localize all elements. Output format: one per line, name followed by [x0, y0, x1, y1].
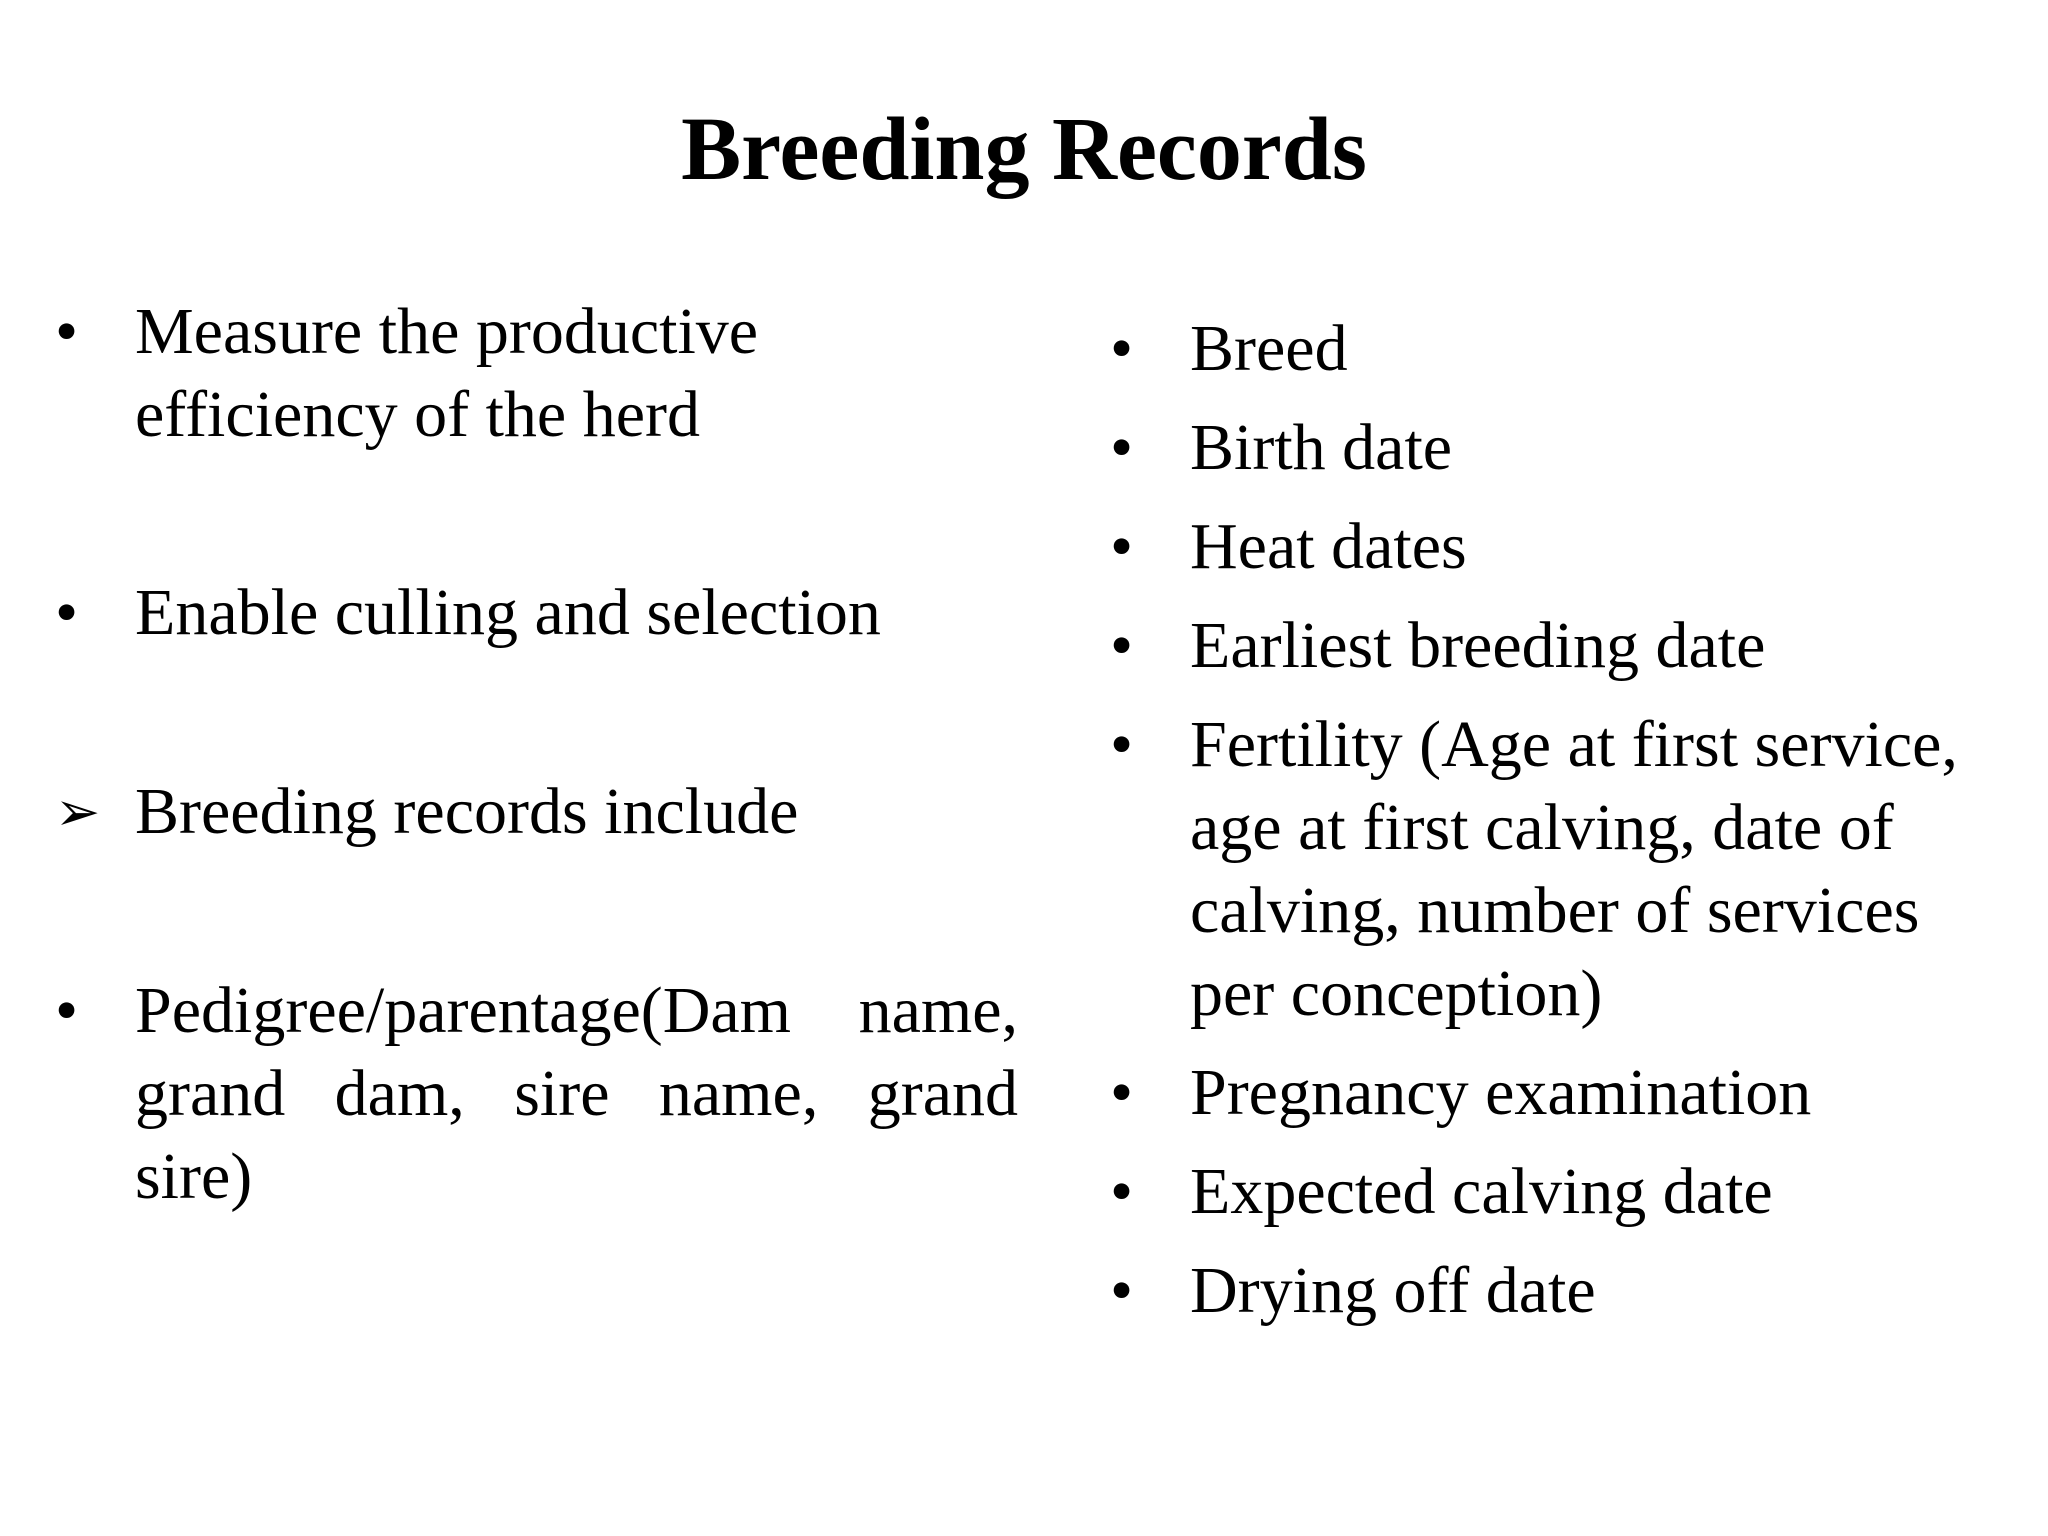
bullet-icon: •	[1110, 708, 1134, 781]
bullet-icon: •	[55, 576, 79, 649]
list-item-text: Heat dates	[1190, 510, 1467, 583]
bullet-icon: •	[1110, 1254, 1134, 1327]
list-item-text: Pedigree/parentage(Dam name, grand dam, sire name, grand sire)	[135, 974, 1018, 1213]
slide-title: Breeding Records	[681, 100, 1367, 199]
list-item	[1110, 1249, 2020, 1332]
bullet-icon: •	[1110, 609, 1134, 682]
list-item-text: Birth date	[1190, 411, 1453, 484]
list-item	[55, 290, 1025, 456]
list-item	[55, 969, 1025, 1218]
list-item	[55, 770, 1025, 853]
bullet-icon: •	[1110, 1155, 1134, 1228]
list-item	[1110, 505, 2020, 588]
list-item-text: Breeding records include	[135, 775, 799, 848]
list-item	[1110, 406, 2020, 489]
list-item	[1110, 307, 2020, 390]
list-item-text: Breed	[1190, 312, 1348, 385]
list-item-text: Pregnancy examination	[1190, 1056, 1812, 1129]
left-column	[55, 290, 1025, 1218]
list-item-text: Fertility (Age at first service, age at first calving, date of calving, number of services per conception)	[1190, 708, 1958, 1030]
bullet-icon: •	[1110, 411, 1134, 484]
list-item	[55, 571, 1025, 654]
list-item	[1110, 1051, 2020, 1134]
list-item	[1110, 1150, 2020, 1233]
bullet-icon: •	[1110, 510, 1134, 583]
list-item-text: Earliest breeding date	[1190, 609, 1766, 682]
bullet-icon: •	[1110, 1056, 1134, 1129]
list-item-text: Enable culling and selection	[135, 576, 881, 649]
arrow-bullet-icon: ➢	[55, 780, 101, 843]
list-item	[1110, 604, 2020, 687]
list-item-text: Drying off date	[1190, 1254, 1596, 1327]
list-item-text: Expected calving date	[1190, 1155, 1773, 1228]
bullet-icon: •	[1110, 312, 1134, 385]
bullet-icon: •	[55, 974, 79, 1047]
right-column	[1110, 307, 2020, 1332]
list-item-text: Measure the productive efficiency of the herd	[135, 295, 759, 451]
bullet-icon: •	[55, 295, 79, 368]
list-item	[1110, 703, 2020, 1035]
